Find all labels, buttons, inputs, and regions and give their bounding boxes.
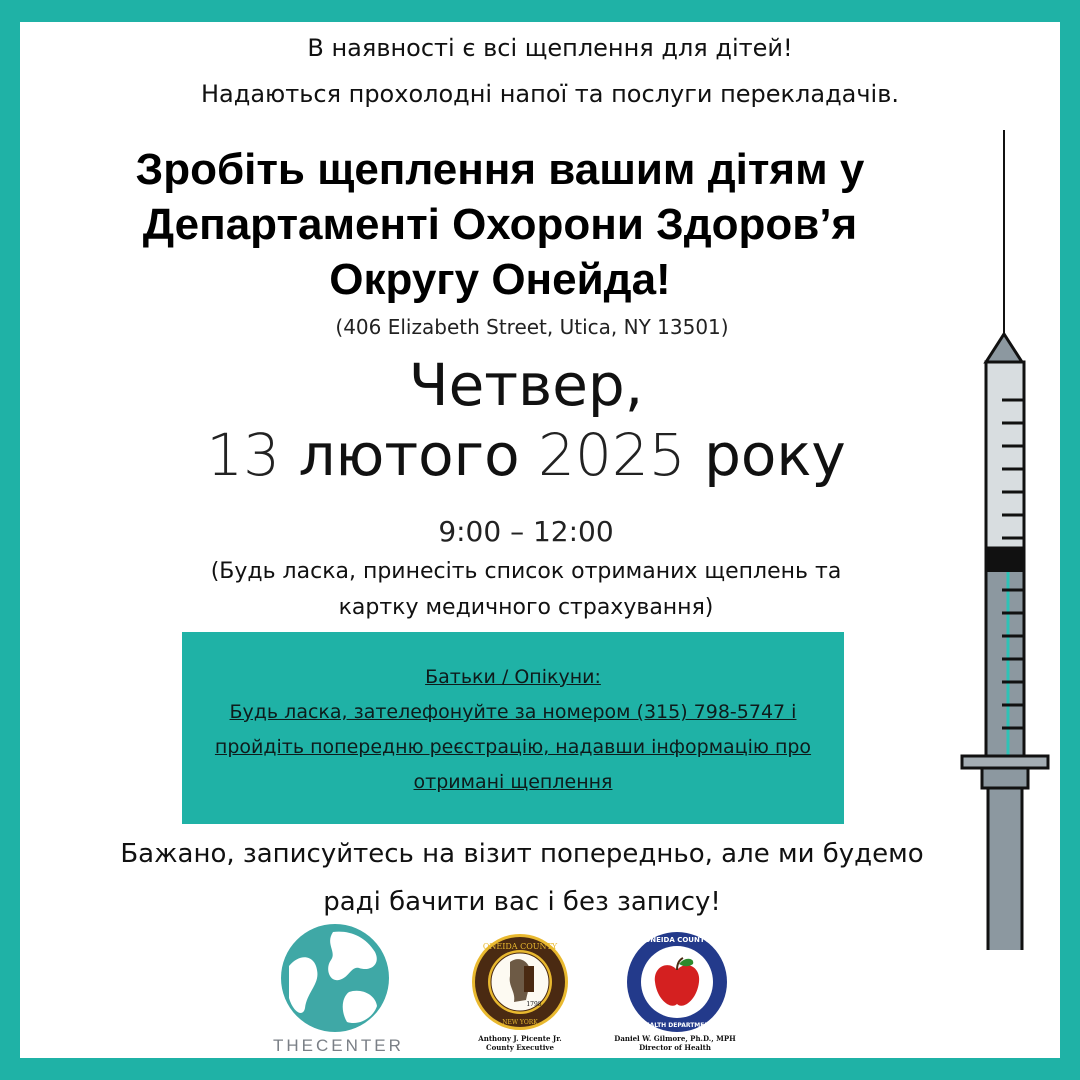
walk-in-note [20,830,1024,926]
county-executive-title: County Executive [486,1043,554,1052]
flyer [20,22,1060,1058]
director-title: Director of Health [639,1043,711,1052]
director-name: Daniel W. Gilmore, Ph.D., MPH [614,1034,736,1043]
county-executive-caption [450,1034,590,1052]
event-day: Четвер, [408,351,644,419]
headline-line-1: Зробіть щеплення вашим дітям у [135,145,865,194]
health-department-seal-icon [625,930,729,1034]
date-number: 13 [206,421,281,489]
county-executive-name: Anthony J. Picente Jr. [478,1034,562,1043]
walk-in-line-1: Бажано, записуйтесь на візит попередньо, але ми будемо [120,839,924,869]
headline-line-3: Округу Онейда! [329,255,671,304]
county-year-text: 1798 [526,1001,542,1008]
director-of-health-caption [610,1034,740,1052]
refreshments-text: Надаються прохолодні напої та послуги перекладачів. [200,80,899,108]
address: (406 Elizabeth Street, Utica, NY 13501) [335,315,729,339]
county-ring-top-text: ONEIDA COUNTY [482,942,558,951]
bring-line-1: (Будь ласка, принесіть список отриманих щеплень та [210,559,842,584]
headline-line-2: Департаменті Охорони Здоров’я [142,200,858,249]
date-year: 2025 [538,421,686,489]
date-month: лютого [298,421,520,489]
registration-box [182,632,844,824]
registration-link[interactable]: Будь ласка, зателефонуйте за номером (315) 798-5747 і пройдіть попередню реєстрацію, надавши інформацію про отримані щеплення [214,701,812,793]
the-center-wordmark: THECENTER [273,1036,404,1055]
bring-line-2: картку медичного страхування) [338,595,714,620]
event-date [20,422,1032,488]
syringe-illustration [950,130,1060,950]
date-word: року [704,421,846,489]
health-ring-top-text: ONEIDA COUNTY [644,936,710,944]
headline [50,142,950,307]
county-ring-bottom-text: NEW YORK [502,1019,538,1026]
oneida-county-seal-icon [470,932,570,1032]
parents-heading: Батьки / Опікуни: [425,666,601,688]
event-time: 9:00 – 12:00 [438,515,614,548]
availability-text: В наявності є всі щеплення для дітей! [307,34,793,62]
health-ring-bottom-text: HEALTH DEPARTMENT [640,1022,714,1029]
the-center-globe-icon [275,922,425,1034]
bring-documents-note [20,554,1032,626]
walk-in-line-2: раді бачити вас і без запису! [323,887,721,917]
